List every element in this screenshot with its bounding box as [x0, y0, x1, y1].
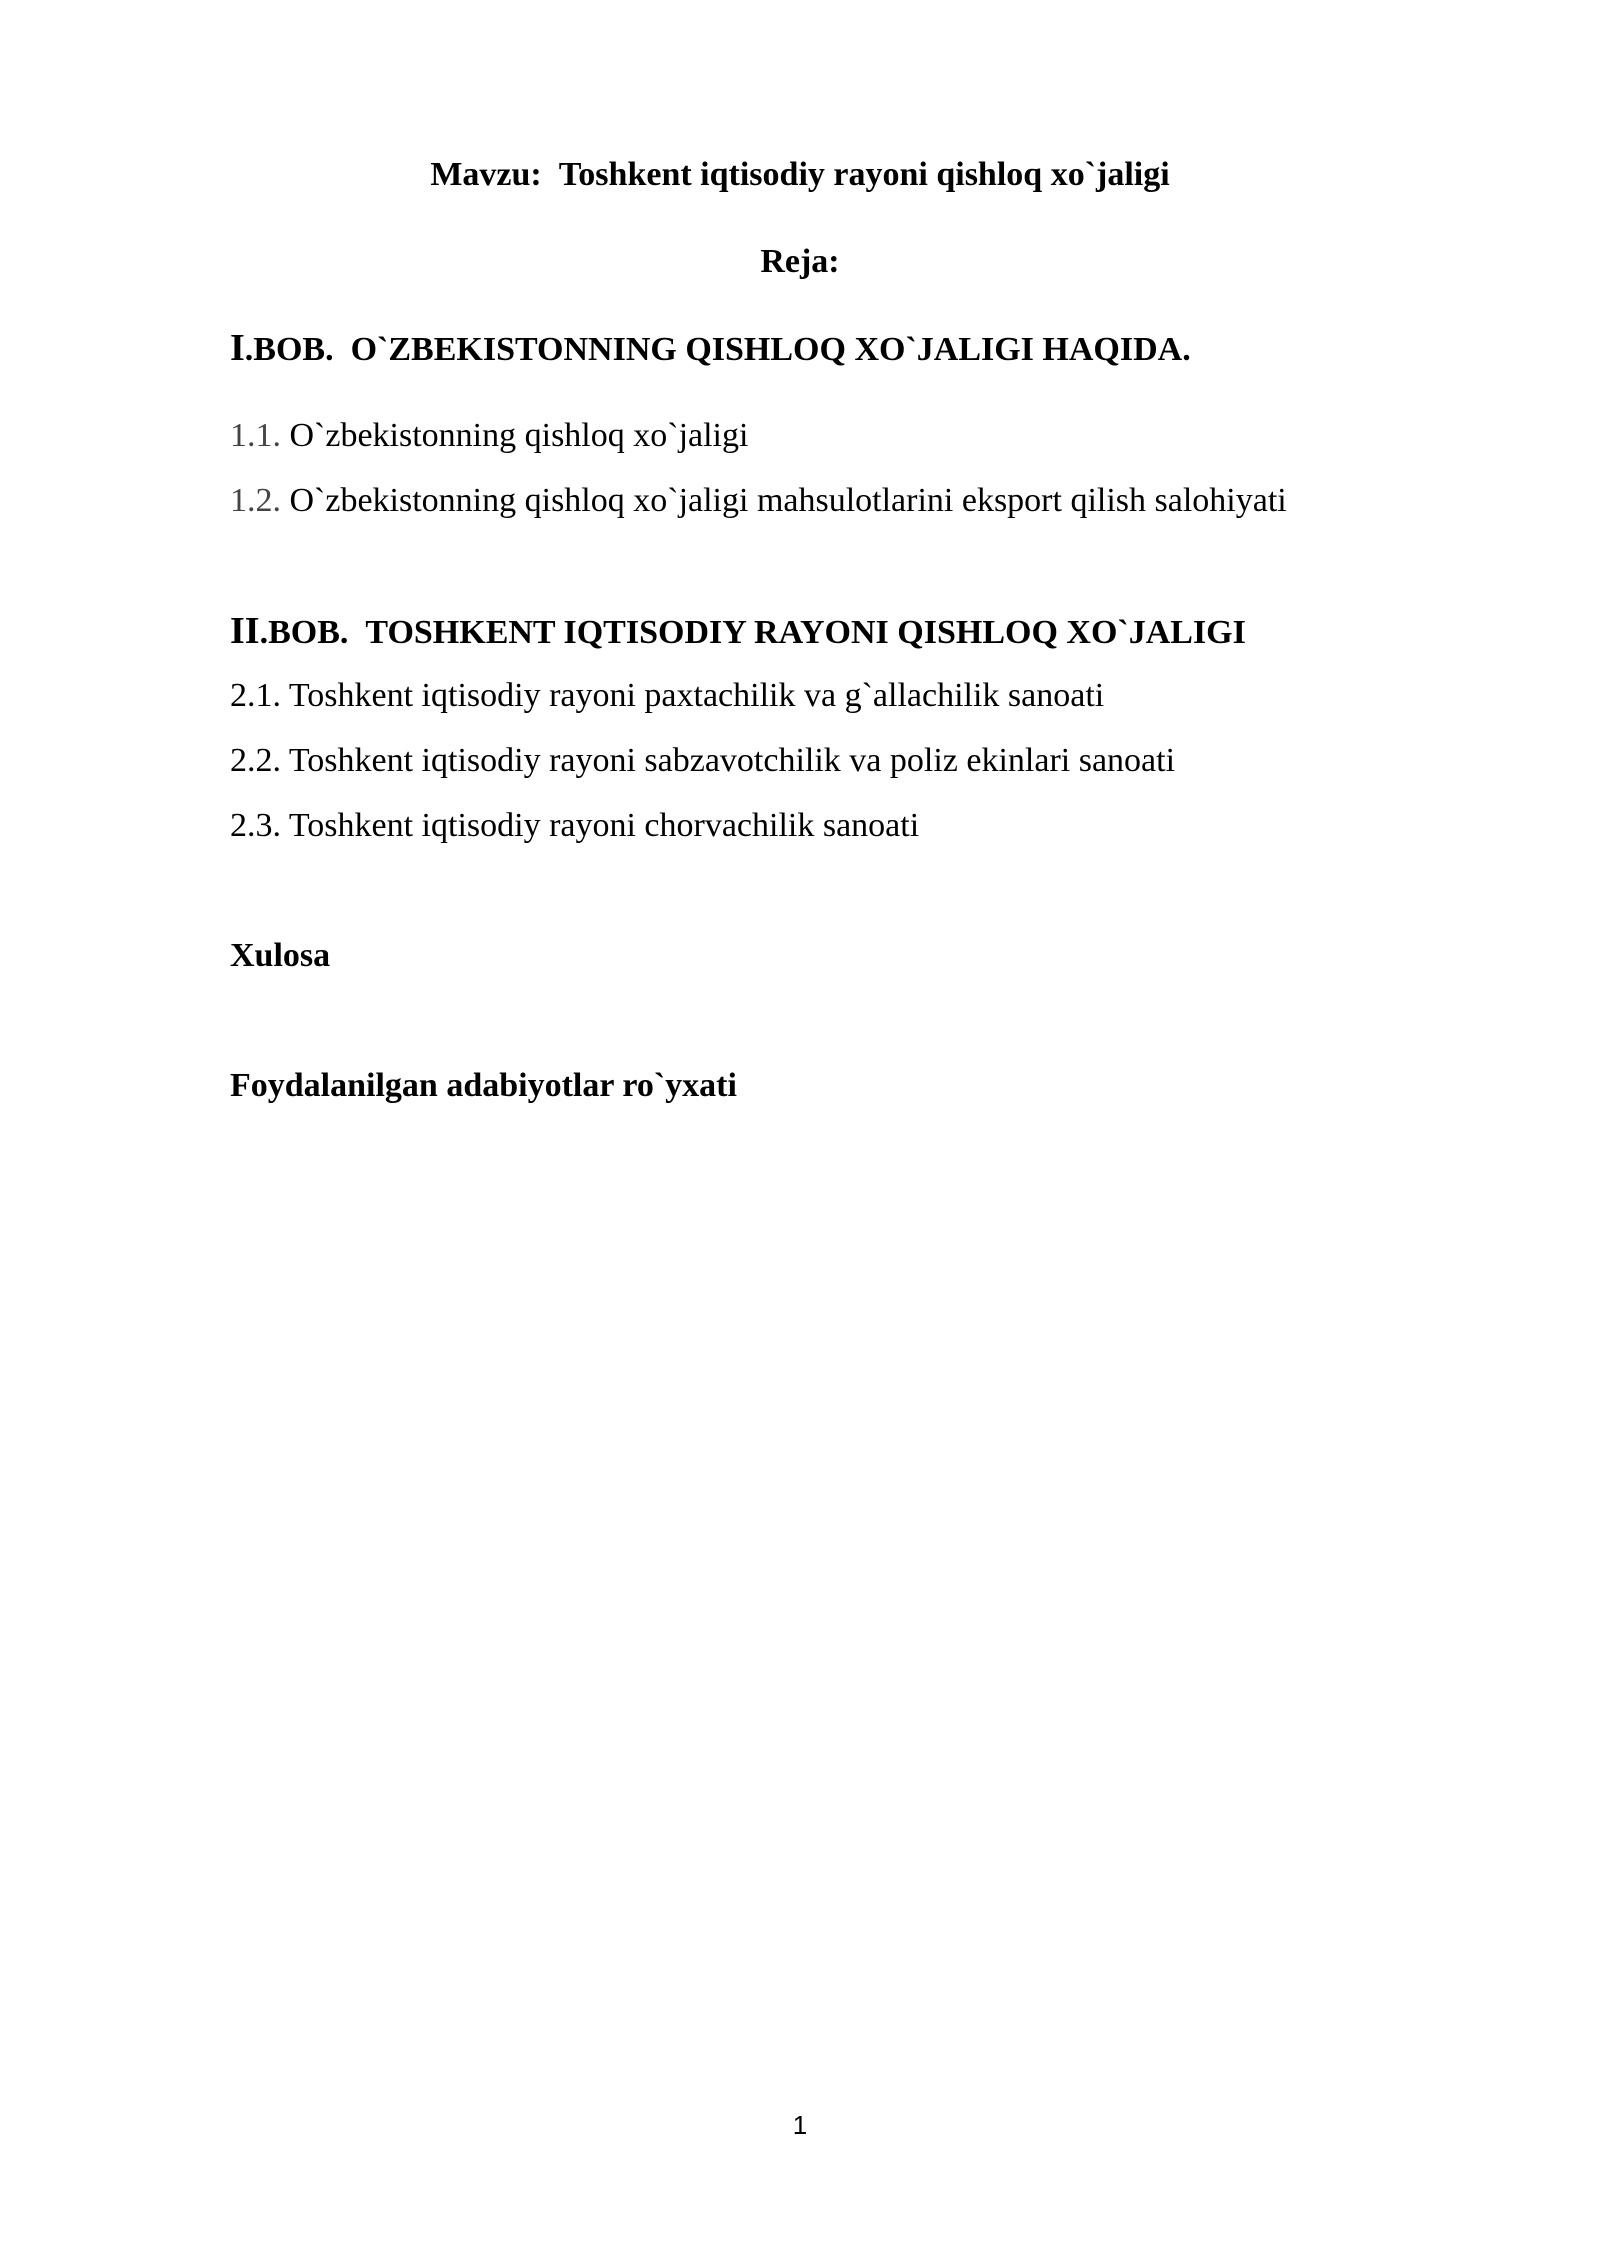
plan-heading: Reja: [760, 243, 840, 280]
plan-item-number: 2.3. [230, 807, 281, 844]
chapter-2-title: TOSHKENT IQTISODIY RAYONI QISHLOQ XO`JALIGI [365, 614, 1246, 651]
plan-item-2-3 [230, 806, 919, 846]
plan-item-number: 1.2. [230, 482, 281, 519]
plan-item-2-2 [230, 741, 1175, 781]
plan-item-text: Toshkent iqtisodiy rayoni sabzavotchilik va poliz ekinlari sanoati [288, 742, 1176, 779]
references-heading: Foydalanilgan adabiyotlar ro`yxati [230, 1067, 737, 1104]
page-number: 1 [792, 2110, 808, 2140]
plan-item-text: O`zbekistonning qishloq xo`jaligi [289, 417, 749, 454]
conclusion-heading: Xulosa [230, 937, 331, 974]
chapter-2-roman: II [230, 610, 260, 652]
chapter-1-roman: I [230, 327, 245, 369]
plan-item-text: Toshkent iqtisodiy rayoni paxtachilik va g`allachilik sanoati [288, 677, 1105, 714]
plan-item-number: 2.2. [230, 742, 281, 779]
plan-item-number: 1.1. [230, 417, 281, 454]
plan-item-1-1 [230, 416, 748, 456]
chapter-1-heading [230, 328, 1191, 370]
document-title [0, 155, 1600, 195]
chapter-2-label: .BOB. [259, 614, 349, 651]
plan-item-1-2 [230, 481, 1287, 521]
chapter-1-label: .BOB. [244, 331, 334, 368]
chapter-1-title: O`ZBEKISTONNING QISHLOQ XO`JALIGI HAQIDA. [350, 331, 1191, 368]
plan-item-number: 2.1. [230, 677, 281, 714]
title-label: Mavzu: [430, 156, 542, 193]
plan-item-text: O`zbekistonning qishloq xo`jaligi mahsulotlarini eksport qilish salohiyati [289, 482, 1287, 519]
plan-item-2-1 [230, 676, 1104, 716]
title-text: Toshkent iqtisodiy rayoni qishloq xo`jaligi [558, 156, 1170, 193]
chapter-2-heading [230, 611, 1246, 653]
plan-item-text: Toshkent iqtisodiy rayoni chorvachilik sanoati [288, 807, 920, 844]
